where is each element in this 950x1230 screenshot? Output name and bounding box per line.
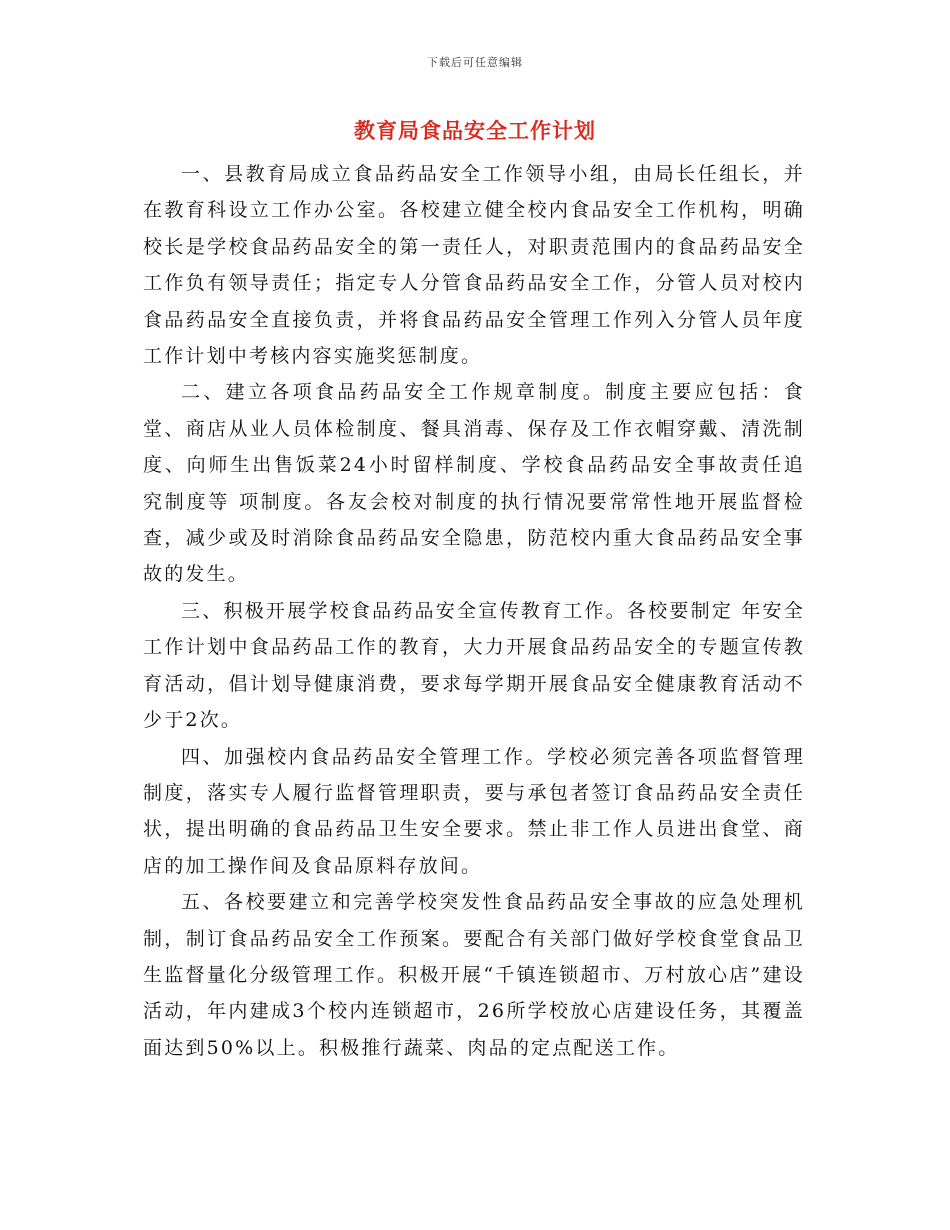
paragraph-1: 一、县教育局成立食品药品安全工作领导小组，由局长任组长，并在教育科设立工作办公室。各校建立健全校内食品安全工作机构，明确校长是学校食品药品安全的第一责任人，对职责范围内的食品药品安全工作负有领导责任；指定专人分管食品药品安全工作，分管人员对校内食品药品安全直接负责，并将食品药品安全管理工作列入分管人员年度工作计划中考核内容实施奖惩制度。 — [143, 163, 805, 368]
paragraph-4: 四、加强校内食品药品安全管理工作。学校必须完善各项监督管理制度，落实专人履行监督管理职责，要与承包者签订食品药品安全责任状，提出明确的食品药品卫生安全要求。禁止非工作人员进出食堂、商店的加工操作间及食品原料存放间。 — [143, 745, 805, 877]
document-body — [143, 156, 805, 1066]
header-note: 下载后可任意编辑 — [427, 56, 523, 69]
paragraph-3: 三、积极开展学校食品药品安全宣传教育工作。各校要制定 年安全工作计划中食品药品工作的教育，大力开展食品药品安全的专题宣传教育活动，倡计划导健康消费，要求每学期开展食品安全健康教育活动不少于2次。 — [143, 599, 805, 732]
paragraph-5: 五、各校要建立和完善学校突发性食品药品安全事故的应急处理机制，制订食品药品安全工作预案。要配合有关部门做好学校食堂食品卫生监督量化分级管理工作。积极开展“千镇连锁超市、万村放心店”建设活动，年内建成3个校内连锁超市，26所学校放心店建设任务，其覆盖面达到50%以上。积极推行蔬菜、肉品的定点配送工作。 — [143, 891, 805, 1059]
paragraph-2: 二、建立各项食品药品安全工作规章制度。制度主要应包括：食堂、商店从业人员体检制度、餐具消毒、保存及工作衣帽穿戴、清洗制度、向师生出售饭菜24小时留样制度、学校食品药品安全事故责任追究制度等 项制度。各友会校对制度的执行情况要常常性地开展监督检查，减少或及时消除食品药品安全隐患，防范校内重大食品药品安全事故的发生。 — [143, 381, 805, 586]
document-title: 教育局食品安全工作计划 — [354, 118, 596, 143]
